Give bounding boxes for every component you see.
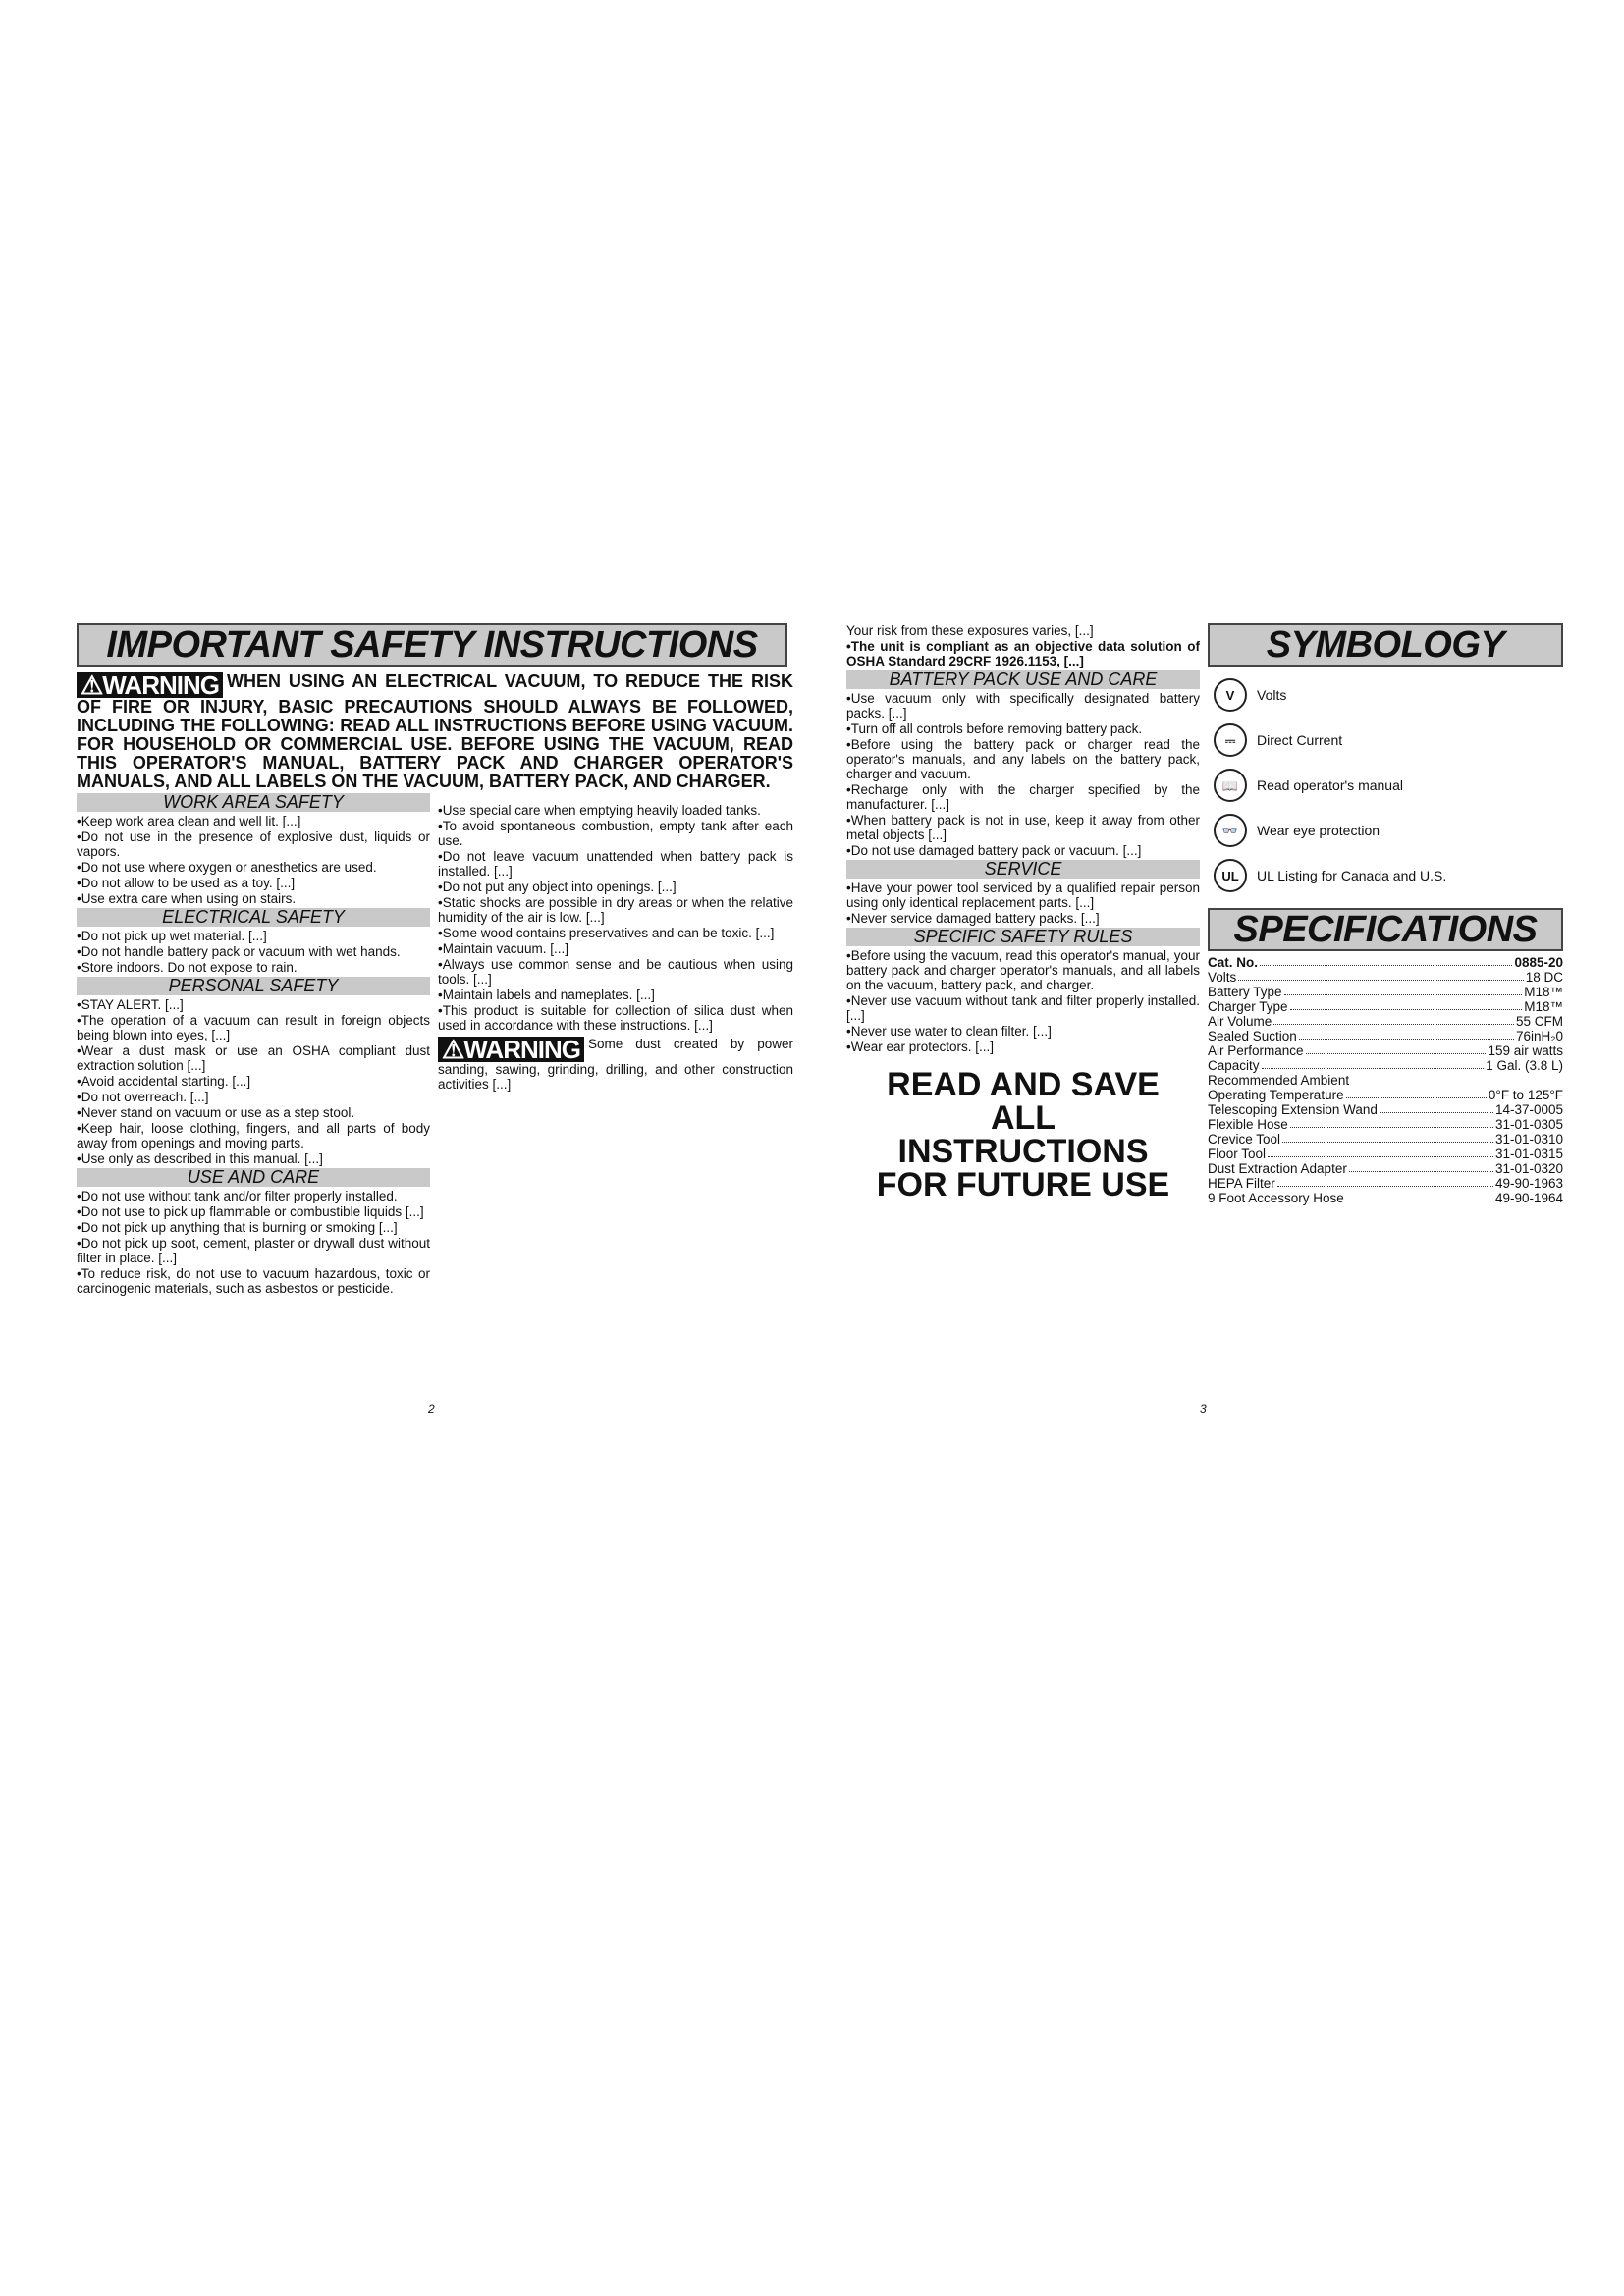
spec-value: 0885-20: [1514, 955, 1563, 970]
safety-item: •To avoid spontaneous combustion, empty tank after each use.: [438, 819, 793, 848]
spec-leader: [1306, 1043, 1487, 1054]
spec-label: Volts: [1208, 970, 1237, 985]
page-number-right: 3: [1200, 1402, 1207, 1415]
safety-item: •Do not pick up soot, cement, plaster or drywall dust without filter in place. [...]: [77, 1236, 430, 1265]
spec-label: Capacity: [1208, 1058, 1260, 1073]
symbol-label: UL Listing for Canada and U.S.: [1257, 867, 1447, 883]
spec-value: 0°F to 125°F: [1488, 1088, 1563, 1102]
spec-value: 1 Gal. (3.8 L): [1486, 1058, 1563, 1073]
symbol-label: Wear eye protection: [1257, 822, 1380, 838]
safety-item: •Use vacuum only with specifically designated battery packs. [...]: [846, 691, 1200, 721]
spec-label: Flexible Hose: [1208, 1117, 1288, 1132]
osha-compliance: •The unit is compliant as an objective data solution of OSHA Standard 29CRF 1926.1153, [...]: [846, 639, 1200, 668]
read-and-save-line: INSTRUCTIONS: [897, 1133, 1149, 1170]
read-and-save-line: ALL: [990, 1099, 1056, 1137]
volts-icon: V: [1214, 678, 1247, 712]
silica-warning-text: Some dust created by power sanding, sawing, grinding, drilling, and other construction activities [...]: [438, 1037, 793, 1092]
spec-leader: [1349, 1161, 1493, 1172]
spec-row: [1208, 970, 1563, 985]
spec-row: [1208, 1043, 1563, 1058]
spec-label: Charger Type: [1208, 999, 1288, 1014]
right-page-column-3: [846, 623, 1200, 1201]
spec-leader: [1273, 1014, 1514, 1025]
spec-row: [1208, 1161, 1563, 1176]
symbol-label: Direct Current: [1257, 731, 1343, 748]
section-heading: PERSONAL SAFETY: [77, 977, 430, 995]
spec-label: Air Performance: [1208, 1043, 1304, 1058]
spec-value: M18™: [1524, 985, 1563, 999]
safety-item: •Always use common sense and be cautious when using tools. [...]: [438, 957, 793, 987]
safety-item: •Never stand on vacuum or use as a step stool.: [77, 1105, 355, 1120]
spec-leader: [1268, 1147, 1493, 1157]
manual-icon: 📖: [1214, 769, 1247, 802]
exposure-lead: Your risk from these exposures varies, [...]: [846, 623, 1094, 638]
spec-row: [1208, 1014, 1563, 1029]
spec-value: 31-01-0310: [1494, 1132, 1563, 1147]
safety-item: •Use extra care when using on stairs.: [77, 891, 297, 906]
ul-listing-icon: UL: [1214, 859, 1247, 892]
safety-item: •To reduce risk, do not use to vacuum hazardous, toxic or carcinogenic materials, such as asbestos or pesticide.: [77, 1266, 430, 1296]
safety-item: •Store indoors. Do not expose to rain.: [77, 960, 298, 975]
spec-row: [1208, 1102, 1563, 1117]
symbol-list: [1208, 678, 1563, 892]
safety-item: •Do not handle battery pack or vacuum with wet hands.: [77, 944, 401, 959]
section-heading: BATTERY PACK USE AND CARE: [846, 670, 1200, 689]
symbol-label: Volts: [1257, 686, 1287, 703]
safety-item: •Use only as described in this manual. [...]: [77, 1151, 323, 1166]
safety-item: •Do not use without tank and/or filter properly installed.: [77, 1189, 398, 1203]
symbol-row: [1214, 678, 1563, 712]
safety-item: •Maintain vacuum. [...]: [438, 941, 569, 956]
safety-item: •Do not use damaged battery pack or vacuum. [...]: [846, 843, 1142, 858]
safety-item: •When battery pack is not in use, keep it away from other metal objects [...]: [846, 813, 1200, 842]
spec-value: 76inH₂0: [1515, 1029, 1563, 1043]
spec-value: 31-01-0315: [1494, 1147, 1563, 1161]
spec-value: 31-01-0305: [1494, 1117, 1563, 1132]
safety-item: •STAY ALERT. [...]: [77, 997, 184, 1012]
spec-label: Sealed Suction: [1208, 1029, 1297, 1043]
spec-leader: [1282, 1132, 1493, 1143]
spec-row: [1208, 1029, 1563, 1043]
safety-item: •Recharge only with the charger specified by the manufacturer. [...]: [846, 782, 1200, 812]
safety-item: •Keep work area clean and well lit. [...]: [77, 814, 301, 828]
spec-label: HEPA Filter: [1208, 1176, 1275, 1191]
safety-item: •Do not leave vacuum unattended when battery pack is installed. [...]: [438, 849, 793, 879]
safety-item: •Never service damaged battery packs. [...]: [846, 911, 1100, 926]
spec-row: [1208, 1132, 1563, 1147]
spec-value: 55 CFM: [1515, 1014, 1563, 1029]
col3-sections: [846, 670, 1200, 1054]
eye-protection-icon: 👓: [1214, 814, 1247, 847]
safety-item: •Have your power tool serviced by a qualified repair person using only identical replacement parts. [...]: [846, 881, 1200, 910]
spec-leader: [1290, 1117, 1493, 1128]
section-heading: WORK AREA SAFETY: [77, 793, 430, 812]
spec-label: Air Volume: [1208, 1014, 1272, 1029]
spec-leader: [1290, 999, 1523, 1010]
spec-row: [1208, 1073, 1563, 1088]
spec-row: [1208, 1191, 1563, 1205]
read-and-save-line: READ AND SAVE: [887, 1066, 1160, 1103]
silica-warning: [438, 1037, 793, 1092]
spec-row: [1208, 999, 1563, 1014]
spec-label: Recommended Ambient: [1208, 1073, 1350, 1088]
right-page-column-4: [1208, 623, 1563, 1205]
symbol-row: [1214, 723, 1563, 757]
symbology-title: SYMBOLOGY: [1208, 623, 1563, 667]
safety-item: •Do not use where oxygen or anesthetics are used.: [77, 860, 377, 875]
spec-leader: [1284, 985, 1523, 995]
spec-label: Telescoping Extension Wand: [1208, 1102, 1378, 1117]
safety-item: •Maintain labels and nameplates. [...]: [438, 988, 655, 1002]
safety-item: •Do not pick up wet material. [...]: [77, 929, 267, 943]
safety-item: •Never use water to clean filter. [...]: [846, 1024, 1052, 1039]
safety-item: •Wear a dust mask or use an OSHA compliant dust extraction solution [...]: [77, 1043, 430, 1073]
spec-value: 14-37-0005: [1494, 1102, 1563, 1117]
page-title: IMPORTANT SAFETY INSTRUCTIONS: [77, 623, 787, 667]
spec-row: [1208, 1117, 1563, 1132]
spec-value: M18™: [1524, 999, 1563, 1014]
spec-value: 49-90-1964: [1494, 1191, 1563, 1205]
spec-value: 18 DC: [1525, 970, 1563, 985]
spec-row: [1208, 985, 1563, 999]
spec-label: Floor Tool: [1208, 1147, 1267, 1161]
symbol-row: [1214, 769, 1563, 802]
spec-row: [1208, 1088, 1563, 1102]
safety-item: •Before using the battery pack or charger read the operator's manuals, and any labels on the battery pack, charger and vacuum.: [846, 737, 1200, 781]
spec-row: [1208, 1147, 1563, 1161]
page-number-left: 2: [428, 1402, 435, 1415]
spec-label: Battery Type: [1208, 985, 1282, 999]
symbol-row: [1214, 859, 1563, 892]
safety-item: •Before using the vacuum, read this operator's manual, your battery pack and charger operator's manuals, and all labels on the vacuum, battery pack, and charger.: [846, 948, 1200, 992]
section-heading: SPECIFIC SAFETY RULES: [846, 928, 1200, 946]
safety-item: •Static shocks are possible in dry areas or when the relative humidity of the air is low. [...]: [438, 895, 793, 925]
spec-leader: [1299, 1029, 1514, 1040]
spec-leader: [1380, 1102, 1493, 1113]
safety-item: •Do not allow to be used as a toy. [...]: [77, 876, 296, 890]
safety-item: •Some wood contains preservatives and can be toxic. [...]: [438, 926, 775, 940]
section-heading: ELECTRICAL SAFETY: [77, 908, 430, 927]
spec-leader: [1346, 1191, 1493, 1201]
warning-intro: [77, 672, 793, 791]
col1-sections: [77, 793, 430, 1296]
spec-row: [1208, 955, 1563, 970]
symbol-label: Read operator's manual: [1257, 776, 1403, 793]
spec-value: 31-01-0320: [1494, 1161, 1563, 1176]
direct-current-icon: ⎓: [1214, 723, 1247, 757]
spec-row: [1208, 1058, 1563, 1073]
spec-label: Crevice Tool: [1208, 1132, 1281, 1147]
safety-item: •Use special care when emptying heavily loaded tanks.: [438, 803, 761, 818]
safety-item: •Avoid accidental starting. [...]: [77, 1074, 251, 1089]
specifications-title: SPECIFICATIONS: [1208, 908, 1563, 951]
spec-label: Dust Extraction Adapter: [1208, 1161, 1347, 1176]
spec-label: Operating Temperature: [1208, 1088, 1344, 1102]
spec-leader: [1277, 1176, 1493, 1187]
warning-badge: ⚠WARNING: [77, 672, 223, 698]
safety-item: •The operation of a vacuum can result in foreign objects being blown into eyes, [...]: [77, 1013, 430, 1042]
read-and-save-line: FOR FUTURE USE: [876, 1166, 1170, 1203]
spec-leader: [1262, 1058, 1485, 1069]
symbol-row: [1214, 814, 1563, 847]
spec-row: [1208, 1176, 1563, 1191]
safety-item: •Wear ear protectors. [...]: [846, 1040, 995, 1054]
spec-label: 9 Foot Accessory Hose: [1208, 1191, 1344, 1205]
warning-intro-text: WHEN USING AN ELECTRICAL VACUUM, TO REDUCE THE RISK OF FIRE OR INJURY, BASIC PRECAUTIONS SHOULD ALWAYS BE FOLLOWED, INCLUDING THE FOLLOWING: READ ALL INSTRUCTIONS BEFORE USING VACUUM. FOR HOUSEHOLD OR COMMERCIAL USE. BEFORE USING THE VACUUM, READ THIS OPERATOR'S MANUAL, BATTERY PACK AND CHARGER OPERATOR'S MANUALS, AND ALL LABELS ON THE VACUUM, BATTERY PACK, AND CHARGER.: [77, 671, 793, 791]
safety-item: •Do not use in the presence of explosive dust, liquids or vapors.: [77, 829, 430, 859]
safety-item: •Do not overreach. [...]: [77, 1090, 209, 1104]
safety-item: •Do not use to pick up flammable or combustible liquids [...]: [77, 1204, 424, 1219]
safety-item: •Turn off all controls before removing battery pack.: [846, 721, 1143, 736]
read-and-save: [846, 1068, 1200, 1201]
spec-value: 159 air watts: [1488, 1043, 1563, 1058]
spec-table: [1208, 955, 1563, 1205]
section-heading: USE AND CARE: [77, 1168, 430, 1187]
safety-item: •Never use vacuum without tank and filter properly installed. [...]: [846, 993, 1200, 1023]
spec-leader: [1260, 955, 1512, 966]
spec-leader: [1238, 970, 1523, 981]
safety-item: •This product is suitable for collection of silica dust when used in accordance with these instructions. [...]: [438, 1003, 793, 1033]
spec-leader: [1346, 1088, 1487, 1098]
warning-badge-2: ⚠WARNING: [438, 1037, 584, 1062]
spec-label: Cat. No.: [1208, 955, 1259, 970]
spec-value: 49-90-1963: [1494, 1176, 1563, 1191]
section-heading: SERVICE: [846, 860, 1200, 879]
left-page-column-2: [438, 803, 793, 1093]
col2-items: [438, 803, 793, 1033]
safety-item: •Do not pick up anything that is burning or smoking [...]: [77, 1220, 398, 1235]
safety-item: •Keep hair, loose clothing, fingers, and all parts of body away from openings and moving parts.: [77, 1121, 430, 1150]
safety-item: •Do not put any object into openings. [...]: [438, 880, 677, 894]
